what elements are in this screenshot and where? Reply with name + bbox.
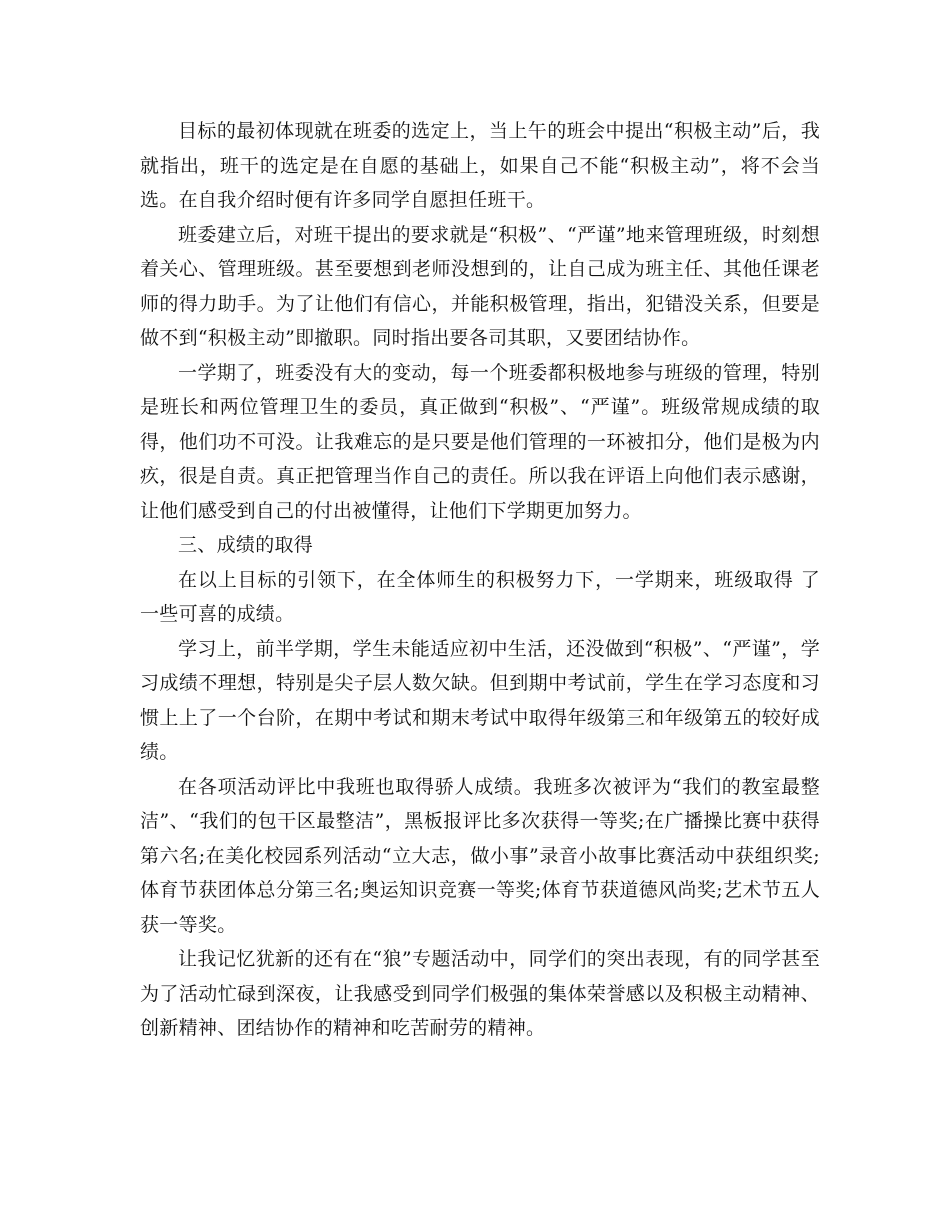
- paragraph-class-committee-selection: 目标的最初体现就在班委的选定上，当上午的班会中提出“积极主动”后，我就指出，班干的选定是在自愿的基础上，如果自己不能“积极主动”，将不会当选。在自我介绍时便有许多同学自愿担任班干。: [140, 120, 820, 211]
- paragraph-academic-results: 学习上，前半学期，学生未能适应初中生活，还没做到“积极”、“严谨”，学习成绩不理想，特别是尖子层人数欠缺。但到期中考试前，学生在学习态度和习惯上上了一个台阶，在期中考试和期末考试中取得年级第三和年级第五的较好成绩。: [140, 637, 820, 763]
- section-heading-achievements: 三、成绩的取得: [178, 534, 314, 556]
- paragraph-committee-requirements: 班委建立后，对班干提出的要求就是“积极”、“严谨”地来管理班级，时刻想着关心、管理班级。甚至要想到老师没想到的，让自己成为班主任、其他任课老师的得力助手。为了让他们有信心，并能积极管理，指出，犯错没关系，但要是做不到“积极主动”即撤职。同时指出要各司其职，又要团结协作。: [140, 223, 820, 349]
- paragraph-semester-review: 一学期了，班委没有大的变动，每一个班委都积极地参与班级的管理，特别是班长和两位管理卫生的委员，真正做到“积极”、“严谨”。班级常规成绩的取得，他们功不可没。让我难忘的是只要是他们管理的一环被扣分，他们是极为内疚，很是自责。真正把管理当作自己的责任。所以我在评语上向他们表示感谢，让他们感受到自己的付出被懂得，让他们下学期更加努力。: [140, 361, 820, 522]
- paragraph-achievements-intro: 在以上目标的引领下，在全体师生的积极努力下，一学期来，班级取得 了一些可喜的成绩。: [140, 568, 820, 625]
- paragraph-activity-awards: 在各项活动评比中我班也取得骄人成绩。我班多次被评为“我们的教室最整洁”、“我们的包干区最整洁”，黑板报评比多次获得一等奖;在广播操比赛中获得第六名;在美化校园系列活动“立大志，做小事”录音小故事比赛活动中获组织奖;体育节获团体总分第三名;奥运知识竞赛一等奖;体育节获道德风尚奖;艺术节五人获一等奖。: [140, 775, 820, 936]
- paragraph-wolf-activity: 让我记忆犹新的还有在“狼”专题活动中，同学们的突出表现，有的同学甚至为了活动忙碌到深夜，让我感受到同学们极强的集体荣誉感以及积极主动精神、创新精神、团结协作的精神和吃苦耐劳的精神。: [140, 948, 820, 1039]
- document-body: [140, 114, 820, 1046]
